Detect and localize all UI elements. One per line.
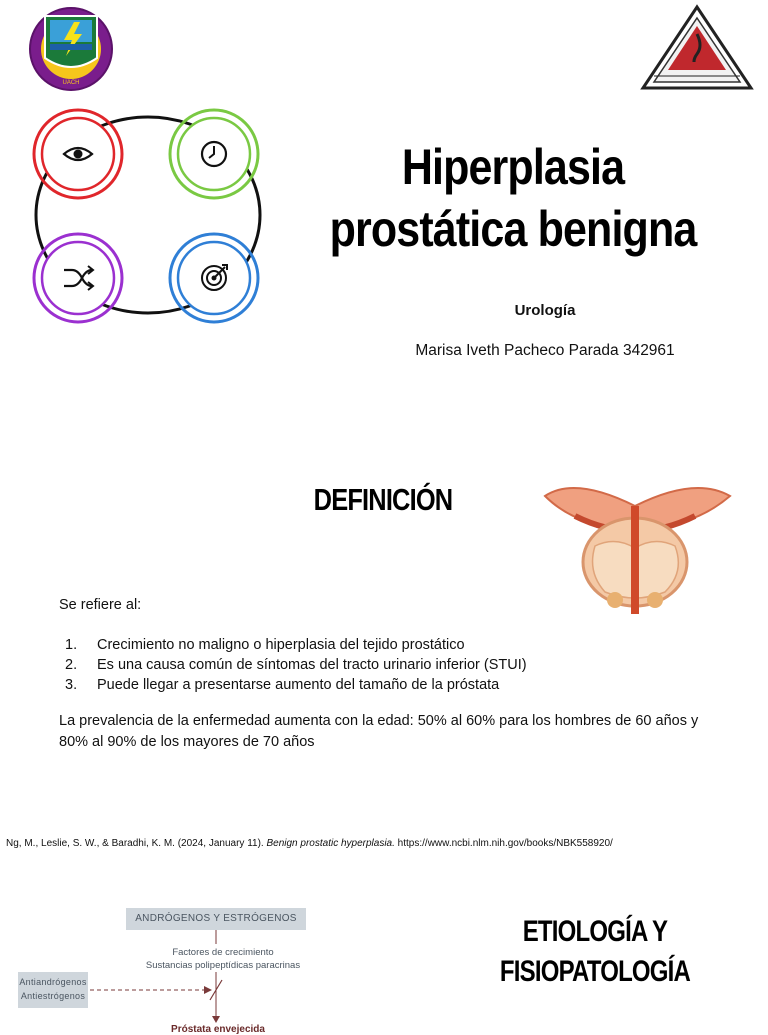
subject-label: Urología [514, 302, 576, 319]
antihormones-box: Antiandrógenos Antiestrógenos [18, 972, 88, 1008]
list-item: 2. Es una causa común de síntomas del tracto urinario inferior (STUI) [65, 657, 527, 673]
title-slide [0, 0, 768, 415]
definition-list [59, 635, 739, 695]
prostate-illustration [535, 476, 735, 616]
medicine-faculty-logo [640, 4, 754, 92]
prevalence-text: La prevalencia de la enfermedad aumenta con la edad: 50% al 60% para los hombres de 60 años y 80% al 90% de los mayores de 70 años [59, 713, 699, 750]
definition-intro: Se refiere al: [59, 597, 142, 613]
etiology-slide [0, 880, 768, 1035]
shuffle-icon [34, 234, 122, 322]
eye-icon [34, 110, 122, 198]
presentation-title: Hiperplasia prostática benigna [329, 139, 697, 257]
section-title: DEFINICIÓN [313, 482, 453, 517]
citation: Ng, M., Leslie, S. W., & Baradhi, K. M. (2024, January 11). Benign prostatic hyperplasia. https://www.ncbi.nlm.nih.gov/books/NBK558920/ [6, 838, 613, 849]
svg-text:UACH: UACH [62, 80, 80, 86]
target-icon [170, 234, 258, 322]
citation-link[interactable]: https://www.ncbi.nlm.nih.gov/books/NBK558920/ [394, 838, 613, 849]
list-item: 1. Crecimiento no maligno o hiperplasia del tejido prostático [65, 637, 465, 653]
section-title: ETIOLOGÍA Y FISIOPATOLOGÍA [499, 915, 691, 988]
hormones-box: ANDRÓGENOS Y ESTRÓGENOS [126, 908, 306, 930]
clock-icon [170, 110, 258, 198]
definition-slide [0, 460, 768, 860]
cycle-graphic [28, 108, 268, 323]
list-item: 3. Puede llegar a presentarse aumento del tamaño de la próstata [65, 677, 500, 693]
growth-factors-label: Factores de crecimiento Sustancias polipeptídicas paracrinas [145, 947, 301, 971]
pathophysiology-diagram [18, 900, 418, 1035]
university-logo [28, 6, 114, 92]
aged-prostate-label: Próstata envejecida [171, 1024, 265, 1035]
author-line: Marisa Iveth Pacheco Parada 342961 [415, 342, 675, 359]
